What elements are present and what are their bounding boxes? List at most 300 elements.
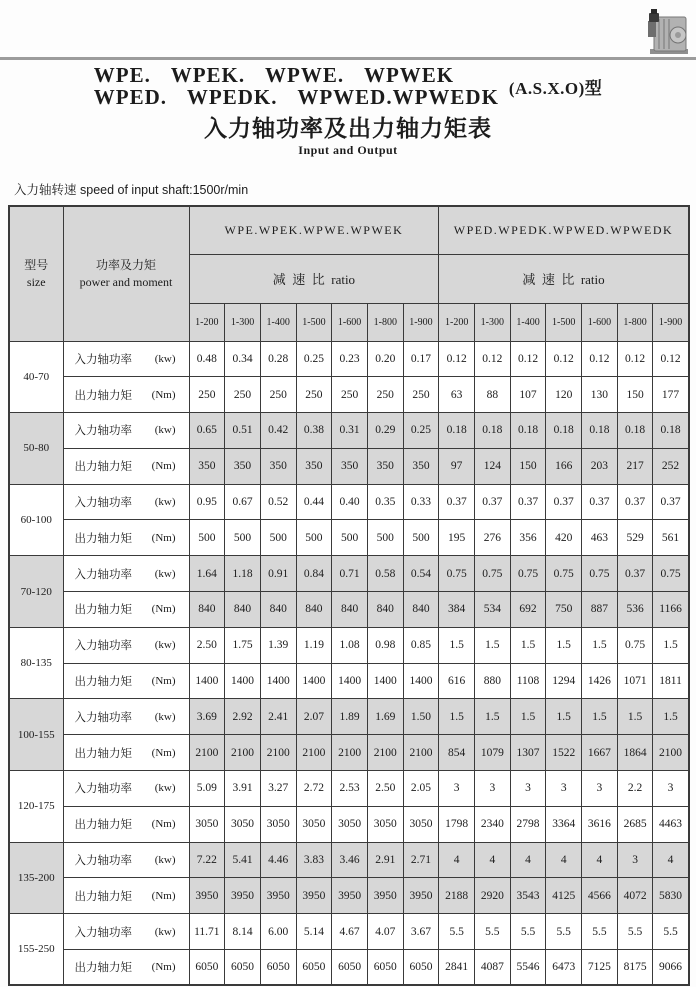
- input-power-value: 2.71: [403, 842, 439, 878]
- input-power-value: 0.51: [225, 413, 261, 449]
- output-torque-value: 3950: [189, 878, 225, 914]
- output-torque-value: 2188: [439, 878, 475, 914]
- output-torque-value: 840: [260, 592, 296, 628]
- input-power-value: 5.5: [582, 914, 618, 950]
- input-power-value: 0.12: [439, 341, 475, 377]
- input-speed-note: [14, 180, 248, 198]
- input-power-label: [63, 914, 189, 950]
- input-power-label: [63, 484, 189, 520]
- ratio-header-wpe: 减 速 比 ratio: [189, 254, 439, 303]
- row-label-text: 入力轴功率: [74, 497, 132, 510]
- input-power-value: 0.42: [260, 413, 296, 449]
- output-torque-value: 1667: [582, 735, 618, 771]
- row-label-unit: (kw): [154, 854, 176, 867]
- output-torque-value: 1294: [546, 663, 582, 699]
- output-torque-label: [63, 806, 189, 842]
- table-row: [9, 520, 689, 556]
- input-power-value: 0.18: [510, 413, 546, 449]
- output-torque-value: 6050: [225, 950, 261, 986]
- output-torque-value: 529: [617, 520, 653, 556]
- group-header-wpe: WPE.WPEK.WPWE.WPWEK: [189, 206, 439, 254]
- output-torque-value: 4566: [582, 878, 618, 914]
- output-torque-value: 6473: [546, 950, 582, 986]
- input-power-value: 3.91: [225, 771, 261, 807]
- output-torque-value: 1400: [260, 663, 296, 699]
- output-torque-value: 5830: [653, 878, 689, 914]
- output-torque-value: 1400: [296, 663, 332, 699]
- input-power-value: 0.75: [546, 556, 582, 592]
- input-power-value: 3.46: [332, 842, 368, 878]
- row-label-text: 出力轴力矩: [74, 532, 132, 545]
- output-torque-value: 500: [260, 520, 296, 556]
- input-power-value: 3: [475, 771, 511, 807]
- input-power-value: 0.37: [546, 484, 582, 520]
- input-power-value: 1.64: [189, 556, 225, 592]
- output-torque-value: 4087: [475, 950, 511, 986]
- input-power-value: 1.5: [653, 699, 689, 735]
- row-label-unit: (Nm): [151, 460, 176, 473]
- input-power-value: 0.91: [260, 556, 296, 592]
- input-power-label: [63, 842, 189, 878]
- size-cell: 70-120: [9, 556, 63, 628]
- output-torque-value: 8175: [617, 950, 653, 986]
- output-torque-value: 6050: [260, 950, 296, 986]
- output-torque-value: 3050: [189, 806, 225, 842]
- input-power-value: 0.18: [439, 413, 475, 449]
- output-torque-value: 3950: [332, 878, 368, 914]
- input-power-value: 0.75: [510, 556, 546, 592]
- input-power-value: 4: [475, 842, 511, 878]
- input-power-value: 5.09: [189, 771, 225, 807]
- ratio-column-header: 1-600: [582, 303, 618, 341]
- row-label-text: 入力轴功率: [74, 926, 132, 939]
- output-torque-value: 252: [653, 448, 689, 484]
- ratio-column-header: 1-300: [225, 303, 261, 341]
- output-torque-value: 250: [225, 377, 261, 413]
- table-row: [9, 663, 689, 699]
- input-power-value: 1.5: [546, 699, 582, 735]
- input-power-value: 0.44: [296, 484, 332, 520]
- output-torque-value: 177: [653, 377, 689, 413]
- col-header-size: [9, 206, 63, 341]
- input-power-value: 2.91: [367, 842, 403, 878]
- input-power-value: 2.41: [260, 699, 296, 735]
- input-power-value: 0.28: [260, 341, 296, 377]
- row-label-text: 入力轴功率: [74, 783, 132, 796]
- output-torque-value: 3050: [225, 806, 261, 842]
- ratio-column-header: 1-900: [403, 303, 439, 341]
- output-torque-value: 350: [296, 448, 332, 484]
- input-power-value: 0.34: [225, 341, 261, 377]
- input-power-value: 0.12: [546, 341, 582, 377]
- output-torque-value: 350: [403, 448, 439, 484]
- ratio-column-header: 1-300: [475, 303, 511, 341]
- input-power-value: 3: [653, 771, 689, 807]
- row-label-text: 出力轴力矩: [74, 461, 132, 474]
- output-torque-label: [63, 377, 189, 413]
- output-torque-value: 250: [189, 377, 225, 413]
- input-power-value: 1.5: [582, 627, 618, 663]
- row-label-text: 出力轴力矩: [74, 676, 132, 689]
- output-torque-value: 6050: [189, 950, 225, 986]
- input-power-value: 0.37: [475, 484, 511, 520]
- output-torque-value: 2100: [367, 735, 403, 771]
- model-series-line1: WPE. WPEK. WPWE. WPWEK: [93, 63, 455, 87]
- table-row: [9, 377, 689, 413]
- input-power-value: 7.22: [189, 842, 225, 878]
- table-row: [9, 448, 689, 484]
- row-label-text: 入力轴功率: [74, 568, 132, 581]
- input-power-value: 0.75: [475, 556, 511, 592]
- col-header-power-moment: [63, 206, 189, 341]
- input-power-value: 5.5: [653, 914, 689, 950]
- input-power-label: [63, 556, 189, 592]
- input-power-value: 0.25: [296, 341, 332, 377]
- input-power-value: 5.5: [617, 914, 653, 950]
- row-label-unit: (Nm): [151, 675, 176, 688]
- input-power-value: 0.12: [617, 341, 653, 377]
- input-power-value: 0.40: [332, 484, 368, 520]
- input-power-value: 0.75: [582, 556, 618, 592]
- output-torque-value: 880: [475, 663, 511, 699]
- output-torque-value: 840: [367, 592, 403, 628]
- input-power-value: 1.5: [439, 699, 475, 735]
- input-power-value: 1.5: [546, 627, 582, 663]
- row-label-text: 入力轴功率: [74, 640, 132, 653]
- input-power-value: 3.83: [296, 842, 332, 878]
- output-torque-value: 195: [439, 520, 475, 556]
- row-label-text: 入力轴功率: [74, 353, 132, 366]
- input-power-value: 4.07: [367, 914, 403, 950]
- row-label-unit: (kw): [154, 782, 176, 795]
- output-torque-value: 1426: [582, 663, 618, 699]
- row-label-unit: (kw): [154, 567, 176, 580]
- table-row: [9, 556, 689, 592]
- output-torque-value: 500: [189, 520, 225, 556]
- size-cell: 120-175: [9, 771, 63, 843]
- input-power-label: [63, 341, 189, 377]
- output-torque-value: 500: [332, 520, 368, 556]
- input-power-value: 0.75: [617, 627, 653, 663]
- output-torque-value: 88: [475, 377, 511, 413]
- output-torque-value: 3050: [260, 806, 296, 842]
- output-torque-value: 3050: [403, 806, 439, 842]
- output-torque-value: 250: [332, 377, 368, 413]
- row-label-text: 出力轴力矩: [74, 389, 132, 402]
- output-torque-value: 3616: [582, 806, 618, 842]
- table-row: [9, 413, 689, 449]
- col-header-power-moment-en: power and moment: [79, 274, 173, 289]
- input-power-value: 0.33: [403, 484, 439, 520]
- input-power-value: 5.5: [475, 914, 511, 950]
- size-cell: 135-200: [9, 842, 63, 914]
- input-power-value: 4: [582, 842, 618, 878]
- input-power-value: 4: [546, 842, 582, 878]
- input-power-value: 0.98: [367, 627, 403, 663]
- table-row: [9, 735, 689, 771]
- input-power-value: 1.5: [475, 699, 511, 735]
- output-torque-value: 1400: [403, 663, 439, 699]
- output-torque-value: 2100: [260, 735, 296, 771]
- output-torque-value: 250: [296, 377, 332, 413]
- table-row: [9, 806, 689, 842]
- output-torque-value: 840: [296, 592, 332, 628]
- input-power-value: 0.37: [653, 484, 689, 520]
- input-power-value: 0.54: [403, 556, 439, 592]
- output-torque-value: 4072: [617, 878, 653, 914]
- size-cell: 40-70: [9, 341, 63, 413]
- input-power-value: 1.75: [225, 627, 261, 663]
- ratio-column-header: 1-200: [439, 303, 475, 341]
- model-series-line2: WPED. WPEDK. WPWED.WPWEDK: [93, 85, 499, 109]
- output-torque-value: 1166: [653, 592, 689, 628]
- input-power-value: 5.41: [225, 842, 261, 878]
- output-torque-value: 500: [403, 520, 439, 556]
- output-torque-label: [63, 663, 189, 699]
- output-torque-value: 750: [546, 592, 582, 628]
- output-torque-value: 3050: [332, 806, 368, 842]
- output-torque-value: 384: [439, 592, 475, 628]
- input-power-value: 1.19: [296, 627, 332, 663]
- output-torque-value: 1108: [510, 663, 546, 699]
- output-torque-value: 3050: [367, 806, 403, 842]
- ratio-column-header: 1-800: [367, 303, 403, 341]
- output-torque-value: 840: [403, 592, 439, 628]
- input-power-value: 3.69: [189, 699, 225, 735]
- input-power-value: 4.67: [332, 914, 368, 950]
- input-power-value: 1.08: [332, 627, 368, 663]
- row-label-text: 入力轴功率: [74, 425, 132, 438]
- row-label-unit: (kw): [154, 352, 176, 365]
- output-torque-value: 2100: [332, 735, 368, 771]
- input-power-value: 0.23: [332, 341, 368, 377]
- ratio-column-header: 1-200: [189, 303, 225, 341]
- input-power-value: 1.89: [332, 699, 368, 735]
- output-torque-value: 534: [475, 592, 511, 628]
- input-power-value: 0.75: [439, 556, 475, 592]
- table-row: [9, 699, 689, 735]
- row-label-unit: (Nm): [151, 746, 176, 759]
- ratio-column-header: 1-500: [546, 303, 582, 341]
- output-torque-value: 166: [546, 448, 582, 484]
- input-power-value: 0.67: [225, 484, 261, 520]
- output-torque-value: 250: [367, 377, 403, 413]
- input-power-value: 1.5: [475, 627, 511, 663]
- input-power-value: 0.71: [332, 556, 368, 592]
- input-power-value: 2.53: [332, 771, 368, 807]
- output-torque-value: 1400: [367, 663, 403, 699]
- table-row: [9, 592, 689, 628]
- col-header-size-en: size: [26, 274, 46, 289]
- output-torque-value: 203: [582, 448, 618, 484]
- input-power-value: 3: [582, 771, 618, 807]
- input-power-value: 1.5: [439, 627, 475, 663]
- output-torque-value: 3543: [510, 878, 546, 914]
- output-torque-value: 2100: [403, 735, 439, 771]
- output-torque-value: 356: [510, 520, 546, 556]
- output-torque-value: 2340: [475, 806, 511, 842]
- output-torque-value: 840: [189, 592, 225, 628]
- output-torque-value: 130: [582, 377, 618, 413]
- input-power-value: 0.58: [367, 556, 403, 592]
- input-power-value: 2.50: [367, 771, 403, 807]
- input-power-value: 2.92: [225, 699, 261, 735]
- input-power-value: 0.12: [475, 341, 511, 377]
- input-power-value: 0.20: [367, 341, 403, 377]
- input-power-value: 1.5: [510, 627, 546, 663]
- row-label-unit: (kw): [154, 424, 176, 437]
- output-torque-value: 9066: [653, 950, 689, 986]
- input-power-value: 4.46: [260, 842, 296, 878]
- output-torque-label: [63, 520, 189, 556]
- output-torque-value: 854: [439, 735, 475, 771]
- row-label-unit: (kw): [154, 710, 176, 723]
- row-label-text: 入力轴功率: [74, 855, 132, 868]
- input-power-value: 8.14: [225, 914, 261, 950]
- table-row: [9, 341, 689, 377]
- input-power-value: 0.37: [617, 484, 653, 520]
- output-torque-value: 3950: [296, 878, 332, 914]
- gearbox-photo: [642, 5, 692, 57]
- output-torque-label: [63, 878, 189, 914]
- output-torque-value: 124: [475, 448, 511, 484]
- input-power-value: 0.38: [296, 413, 332, 449]
- row-label-unit: (Nm): [151, 818, 176, 831]
- output-torque-value: 4125: [546, 878, 582, 914]
- input-power-value: 0.18: [475, 413, 511, 449]
- spec-table: [8, 205, 690, 986]
- output-torque-value: 2100: [189, 735, 225, 771]
- output-torque-value: 1400: [225, 663, 261, 699]
- size-cell: 155-250: [9, 914, 63, 986]
- output-torque-value: 2841: [439, 950, 475, 986]
- col-header-size-cn: 型号: [24, 257, 49, 272]
- input-power-value: 0.12: [510, 341, 546, 377]
- input-power-value: 3.27: [260, 771, 296, 807]
- input-power-value: 0.18: [582, 413, 618, 449]
- input-speed-note-en: speed of input shaft:1500r/min: [80, 183, 249, 197]
- input-power-value: 0.18: [653, 413, 689, 449]
- output-torque-value: 3050: [296, 806, 332, 842]
- table-title-english: Input and Output: [298, 143, 398, 157]
- input-power-value: 3: [439, 771, 475, 807]
- input-power-value: 0.35: [367, 484, 403, 520]
- table-row: [9, 878, 689, 914]
- input-power-value: 0.18: [617, 413, 653, 449]
- row-label-text: 入力轴功率: [74, 711, 132, 724]
- output-torque-value: 616: [439, 663, 475, 699]
- output-torque-value: 500: [367, 520, 403, 556]
- output-torque-value: 420: [546, 520, 582, 556]
- ratio-column-header: 1-400: [510, 303, 546, 341]
- header-divider-rule: [0, 57, 696, 60]
- output-torque-value: 350: [225, 448, 261, 484]
- output-torque-value: 500: [225, 520, 261, 556]
- model-series-lines: [94, 64, 499, 108]
- output-torque-value: 1071: [617, 663, 653, 699]
- output-torque-value: 217: [617, 448, 653, 484]
- output-torque-value: 107: [510, 377, 546, 413]
- input-power-value: 0.37: [617, 556, 653, 592]
- output-torque-value: 250: [403, 377, 439, 413]
- input-power-value: 0.17: [403, 341, 439, 377]
- output-torque-value: 561: [653, 520, 689, 556]
- ratio-column-header: 1-500: [296, 303, 332, 341]
- output-torque-value: 500: [296, 520, 332, 556]
- input-power-value: 5.5: [510, 914, 546, 950]
- input-power-value: 0.48: [189, 341, 225, 377]
- output-torque-value: 692: [510, 592, 546, 628]
- input-power-value: 0.12: [582, 341, 618, 377]
- output-torque-value: 276: [475, 520, 511, 556]
- table-row: [9, 914, 689, 950]
- row-label-text: 出力轴力矩: [74, 819, 132, 832]
- input-power-value: 1.5: [653, 627, 689, 663]
- input-power-value: 5.5: [439, 914, 475, 950]
- input-power-value: 1.5: [617, 699, 653, 735]
- input-power-value: 0.84: [296, 556, 332, 592]
- input-power-label: [63, 627, 189, 663]
- input-power-value: 2.2: [617, 771, 653, 807]
- table-row: [9, 627, 689, 663]
- row-label-unit: (Nm): [151, 603, 176, 616]
- input-power-label: [63, 771, 189, 807]
- input-power-value: 3: [510, 771, 546, 807]
- input-power-value: 5.14: [296, 914, 332, 950]
- row-label-text: 出力轴力矩: [74, 604, 132, 617]
- input-power-value: 2.50: [189, 627, 225, 663]
- gearbox-photo-icon: [642, 5, 692, 57]
- output-torque-value: 1079: [475, 735, 511, 771]
- input-power-value: 3: [546, 771, 582, 807]
- output-torque-value: 7125: [582, 950, 618, 986]
- output-torque-value: 3950: [367, 878, 403, 914]
- output-torque-value: 1864: [617, 735, 653, 771]
- output-torque-value: 2100: [296, 735, 332, 771]
- input-speed-note-cn: 入力轴转速: [14, 183, 77, 197]
- input-power-label: [63, 699, 189, 735]
- output-torque-value: 250: [260, 377, 296, 413]
- group-header-wped: WPED.WPEDK.WPWED.WPWEDK: [439, 206, 689, 254]
- output-torque-value: 463: [582, 520, 618, 556]
- output-torque-value: 840: [225, 592, 261, 628]
- output-torque-value: 6050: [296, 950, 332, 986]
- output-torque-value: 2920: [475, 878, 511, 914]
- output-torque-value: 350: [260, 448, 296, 484]
- input-power-value: 4: [510, 842, 546, 878]
- output-torque-value: 2685: [617, 806, 653, 842]
- input-power-value: 3.67: [403, 914, 439, 950]
- table-row: [9, 842, 689, 878]
- ratio-column-header: 1-900: [653, 303, 689, 341]
- output-torque-value: 150: [617, 377, 653, 413]
- input-power-value: 0.75: [653, 556, 689, 592]
- row-label-text: 出力轴力矩: [74, 890, 132, 903]
- input-power-value: 4: [439, 842, 475, 878]
- row-label-unit: (kw): [154, 496, 176, 509]
- output-torque-value: 1522: [546, 735, 582, 771]
- output-torque-value: 350: [189, 448, 225, 484]
- input-power-value: 0.31: [332, 413, 368, 449]
- input-power-value: 0.95: [189, 484, 225, 520]
- output-torque-value: 1811: [653, 663, 689, 699]
- output-torque-value: 3950: [403, 878, 439, 914]
- output-torque-value: 2100: [653, 735, 689, 771]
- output-torque-value: 1400: [189, 663, 225, 699]
- size-cell: 100-155: [9, 699, 63, 771]
- table-row: [9, 484, 689, 520]
- output-torque-value: 97: [439, 448, 475, 484]
